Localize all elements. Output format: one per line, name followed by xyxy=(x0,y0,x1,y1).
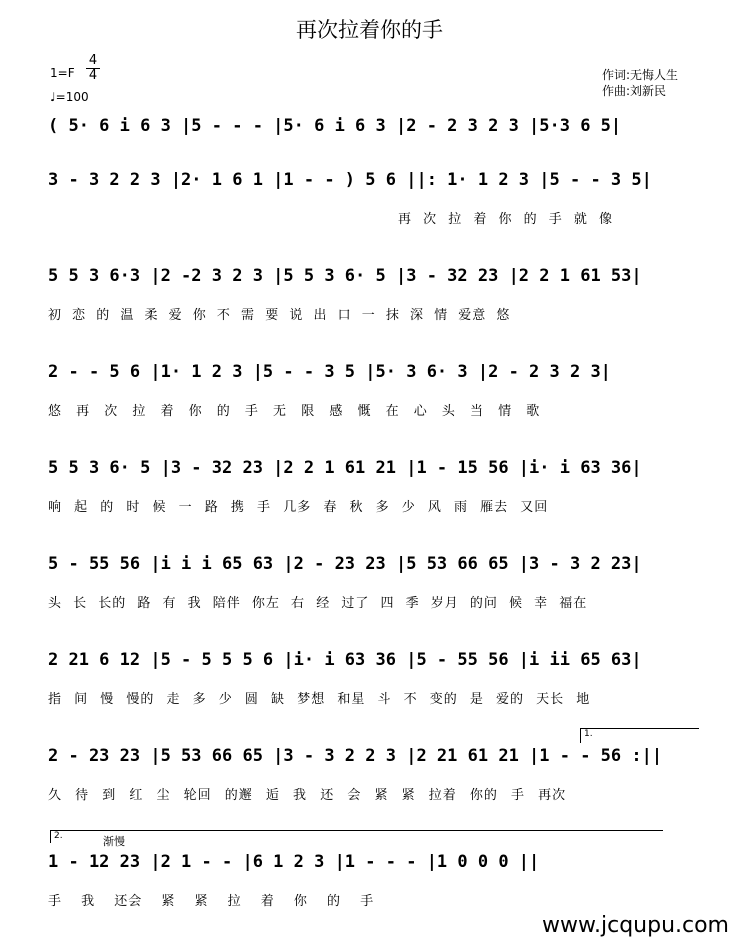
tempo-marking xyxy=(50,90,89,104)
volta-2-bracket xyxy=(50,830,663,848)
row-4-notes: 2 - - 5 6 |1· 1 2 3 |5 - - 3 5 |5· 3 6· 3 |2 - 2 3 2 3| xyxy=(48,362,611,382)
row-6-notes: 5 - 55 56 |i i i 65 63 |2 - 23 23 |5 53 66 65 |3 - 3 2 23| xyxy=(48,554,642,574)
score-row-4 xyxy=(0,362,739,422)
score-row-6 xyxy=(0,554,739,614)
time-signature-top: 4 xyxy=(88,53,98,68)
row-8-notes: 2 - 23 23 |5 53 66 65 |3 - 3 2 2 3 |2 21 61 21 |1 - - 56 :|| xyxy=(48,746,663,766)
score-row-8 xyxy=(0,746,739,806)
row-7-lyrics: 指 间 慢 慢的 走 多 少 圆 缺 梦想 和星 斗 不 变的 是 爱的 天长 地 xyxy=(48,692,591,707)
row-5-notes: 5 5 3 6· 5 |3 - 32 23 |2 2 1 61 21 |1 - 15 56 |i· i 63 36| xyxy=(48,458,642,478)
time-signature xyxy=(86,54,100,83)
lyricist-credit: 作词:无悔人生 xyxy=(602,68,679,82)
row-7-notes: 2 21 6 12 |5 - 5 5 5 6 |i· i 63 36 |5 - 55 56 |i ii 65 63| xyxy=(48,650,642,670)
volta-1-label: 1. xyxy=(584,729,593,739)
row-4-lyrics: 悠 再 次 拉 着 你 的 手 无 限 感 慨 在 心 头 当 情 歌 xyxy=(48,404,541,419)
site-watermark: www.jcqupu.com xyxy=(542,913,729,938)
row-3-notes: 5 5 3 6·3 |2 -2 3 2 3 |5 5 3 6· 5 |3 - 32 23 |2 2 1 61 53| xyxy=(48,266,642,286)
quarter-note-icon: ♩ xyxy=(50,90,56,104)
row-9-lyrics: 手 我 还会 紧 紧 拉 着 你 的 手 xyxy=(48,894,375,909)
song-title: 再次拉着你的手 xyxy=(296,18,443,42)
row-9-notes: 1 - 12 23 |2 1 - - |6 1 2 3 |1 - - - |1 0 0 0 || xyxy=(48,852,540,872)
row-5-lyrics: 响 起 的 时 候 一 路 携 手 几多 春 秋 多 少 风 雨 雁去 又回 xyxy=(48,500,549,515)
score-row-2 xyxy=(0,170,739,230)
score-row-5 xyxy=(0,458,739,518)
score-row-1 xyxy=(0,116,739,176)
row-8-lyrics: 久 待 到 红 尘 轮回 的邂 逅 我 还 会 紧 紧 拉着 你的 手 再次 xyxy=(48,788,567,803)
key-signature: 1=F xyxy=(50,66,75,80)
time-signature-bottom: 4 xyxy=(86,68,100,83)
tempo-value: =100 xyxy=(55,90,89,104)
row-1-notes: ( 5· 6 i 6 3 |5 - - - |5· 6 i 6 3 |2 - 2 3 2 3 |5·3 6 5| xyxy=(48,116,622,136)
ritardando-marking: 渐慢 xyxy=(103,835,125,848)
score-row-7 xyxy=(0,650,739,710)
row-2-notes: 3 - 3 2 2 3 |2· 1 6 1 |1 - - ) 5 6 ||: 1· 1 2 3 |5 - - 3 5| xyxy=(48,170,652,190)
score-row-3 xyxy=(0,266,739,326)
row-3-lyrics: 初 恋 的 温 柔 爱 你 不 需 要 说 出 口 一 抹 深 情 爱意 悠 xyxy=(48,308,511,323)
row-2-lyrics: 再 次 拉 着 你 的 手 就 像 xyxy=(398,212,614,227)
volta-2-label: 2. xyxy=(54,831,63,841)
composer-credit: 作曲:刘新民 xyxy=(602,84,667,98)
row-6-lyrics: 头 长 长的 路 有 我 陪伴 你左 右 经 过了 四 季 岁月 的问 候 幸 福在 xyxy=(48,596,588,611)
score-row-9 xyxy=(0,852,739,912)
volta-1-bracket xyxy=(580,728,699,743)
